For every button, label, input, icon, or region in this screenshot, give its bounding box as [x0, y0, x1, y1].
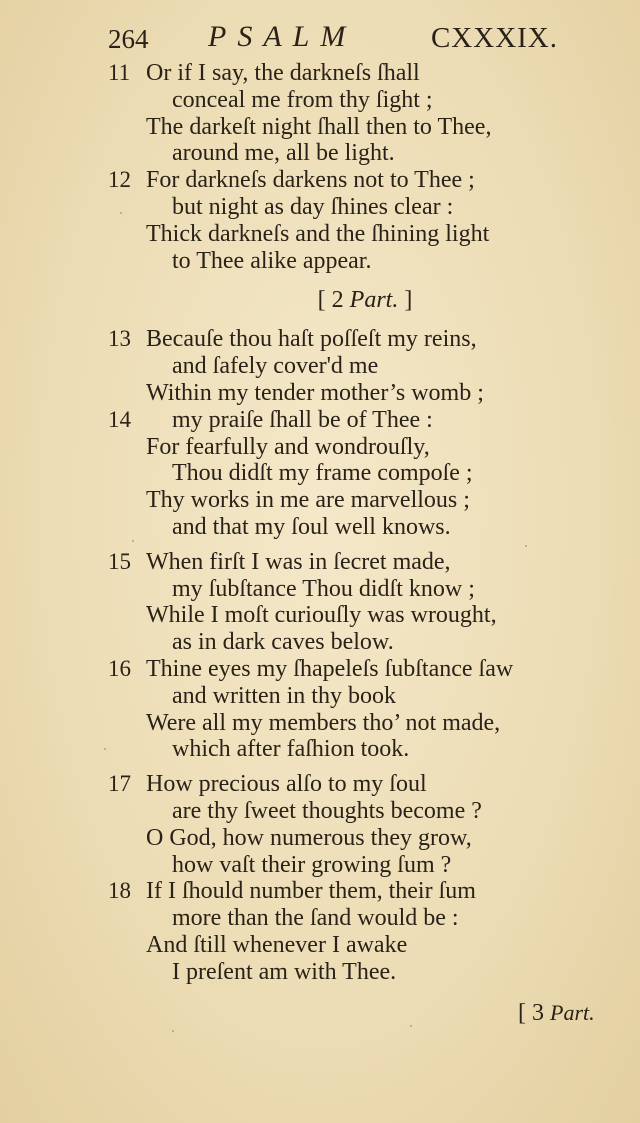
- paper-speck: [104, 748, 106, 750]
- verse-line: [0, 959, 640, 986]
- verse-line: [0, 514, 640, 541]
- stanza-1: [0, 60, 640, 274]
- verse-line: [0, 60, 640, 87]
- verse-text: how vaſt their growing ſum ?: [172, 851, 452, 878]
- verse-text: and written in thy book: [172, 682, 396, 709]
- verse-text: more than the ſand would be :: [172, 905, 459, 932]
- verse-text: How precious alſo to my ſoul: [146, 771, 427, 798]
- verse-line: [0, 167, 640, 194]
- verse-text: my ſubſtance Thou didſt know ;: [172, 575, 475, 602]
- verse-line: [0, 878, 640, 905]
- verse-text: Thick darkneſs and the ſhining light: [146, 220, 490, 247]
- verse-line: [0, 114, 640, 141]
- verse-number: 15: [108, 548, 131, 574]
- verse-line: [0, 576, 640, 603]
- verse-text: but night as day ſhines clear :: [172, 193, 454, 220]
- part-close-bracket: ]: [404, 287, 413, 314]
- verse-number: 14: [108, 406, 131, 432]
- verse-number: 11: [108, 60, 131, 85]
- verse-line: [0, 407, 640, 434]
- stanza-3: [0, 549, 640, 763]
- verse-number: 13: [108, 326, 131, 352]
- verse-line: [0, 629, 640, 656]
- verse-number: 16: [108, 655, 131, 681]
- verse-text: If I ſhould number them, their ſum: [146, 878, 476, 905]
- part-open-bracket: [ 2: [317, 287, 344, 314]
- verse-line: [0, 194, 640, 221]
- paper-speck: [172, 1030, 174, 1032]
- verse-text: Thou didſt my frame compoſe ;: [172, 460, 473, 487]
- verse-line: [0, 248, 640, 275]
- stanza-gap: [0, 763, 640, 771]
- paper-speck: [525, 545, 527, 547]
- paper-speck: [132, 540, 134, 542]
- verse-text: as in dark caves below.: [172, 629, 394, 656]
- verse-text: my praiſe ſhall be of Thee :: [172, 406, 433, 433]
- verse-text: to Thee alike appear.: [172, 247, 372, 274]
- verse-text: The darkeſt night ſhall then to Thee,: [146, 113, 492, 140]
- verse-line: [0, 602, 640, 629]
- verse-text: and that my ſoul well knows.: [172, 513, 451, 540]
- verse-number: 12: [108, 167, 131, 193]
- psalm-title: PSALM: [208, 20, 357, 53]
- verse-line: [0, 905, 640, 932]
- verse-line: [0, 549, 640, 576]
- verse-text: When firſt I was in ſecret made,: [146, 548, 451, 575]
- verse-line: [0, 460, 640, 487]
- verse-text: Thy works in me are marvellous ;: [146, 487, 470, 514]
- verse-line: [0, 140, 640, 167]
- verse-line: [0, 326, 640, 353]
- verse-line: [0, 683, 640, 710]
- verse-line: [0, 771, 640, 798]
- verse-number: 17: [108, 771, 131, 797]
- stanza-4: [0, 771, 640, 985]
- page-number: 264: [108, 24, 149, 54]
- catchword-open: [ 3: [518, 1000, 544, 1026]
- verse-line: [0, 736, 640, 763]
- running-header: [108, 18, 558, 58]
- paper-speck: [120, 212, 122, 214]
- verse-line: [0, 932, 640, 959]
- stanza-2: [0, 326, 640, 540]
- catchword-label: Part.: [550, 1000, 595, 1025]
- verse-text: For fearfully and wondrouſly,: [146, 433, 430, 460]
- verse-text: Or if I say, the darkneſs ſhall: [146, 60, 420, 86]
- paper-speck: [410, 1025, 412, 1027]
- verse-line: [0, 380, 640, 407]
- verse-text: I preſent am with Thee.: [172, 958, 397, 985]
- stanza-gap: [0, 541, 640, 549]
- verse-text: Becauſe thou haſt poſſeſt my reins,: [146, 326, 477, 353]
- verse-text: O God, how numerous they grow,: [146, 824, 472, 851]
- verse-number: 18: [108, 878, 131, 904]
- verse-text: And ſtill whenever I awake: [146, 931, 408, 958]
- verse-line: [0, 798, 640, 825]
- psalm-numeral: CXXXIX.: [430, 22, 558, 54]
- verse-line: [0, 434, 640, 461]
- verse-text: conceal me from thy ſight ;: [172, 86, 433, 113]
- verse-text: For darkneſs darkens not to Thee ;: [146, 167, 475, 194]
- verse-text: and ſafely cover'd me: [172, 353, 379, 380]
- verse-line: [0, 710, 640, 737]
- verse-text: Thine eyes my ſhapeleſs ſubſtance ſaw: [146, 655, 514, 682]
- part-label: Part.: [349, 287, 399, 314]
- verse-line: [0, 825, 640, 852]
- verse-line: [0, 221, 640, 248]
- verse-line: [0, 487, 640, 514]
- verse-text: around me, all be light.: [172, 140, 395, 167]
- verse-text: which after faſhion took.: [172, 736, 410, 763]
- verse-body: [0, 60, 640, 986]
- verse-line: [0, 87, 640, 114]
- verse-line: [0, 353, 640, 380]
- part-heading: [0, 274, 640, 326]
- verse-text: Were all my members tho’ not made,: [146, 709, 501, 736]
- catchword: [518, 1000, 595, 1027]
- verse-text: are thy ſweet thoughts become ?: [172, 797, 482, 824]
- verse-line: [0, 852, 640, 879]
- verse-text: While I moſt curiouſly was wrought,: [146, 602, 497, 629]
- verse-line: [0, 656, 640, 683]
- verse-text: Within my tender mother’s womb ;: [146, 379, 484, 406]
